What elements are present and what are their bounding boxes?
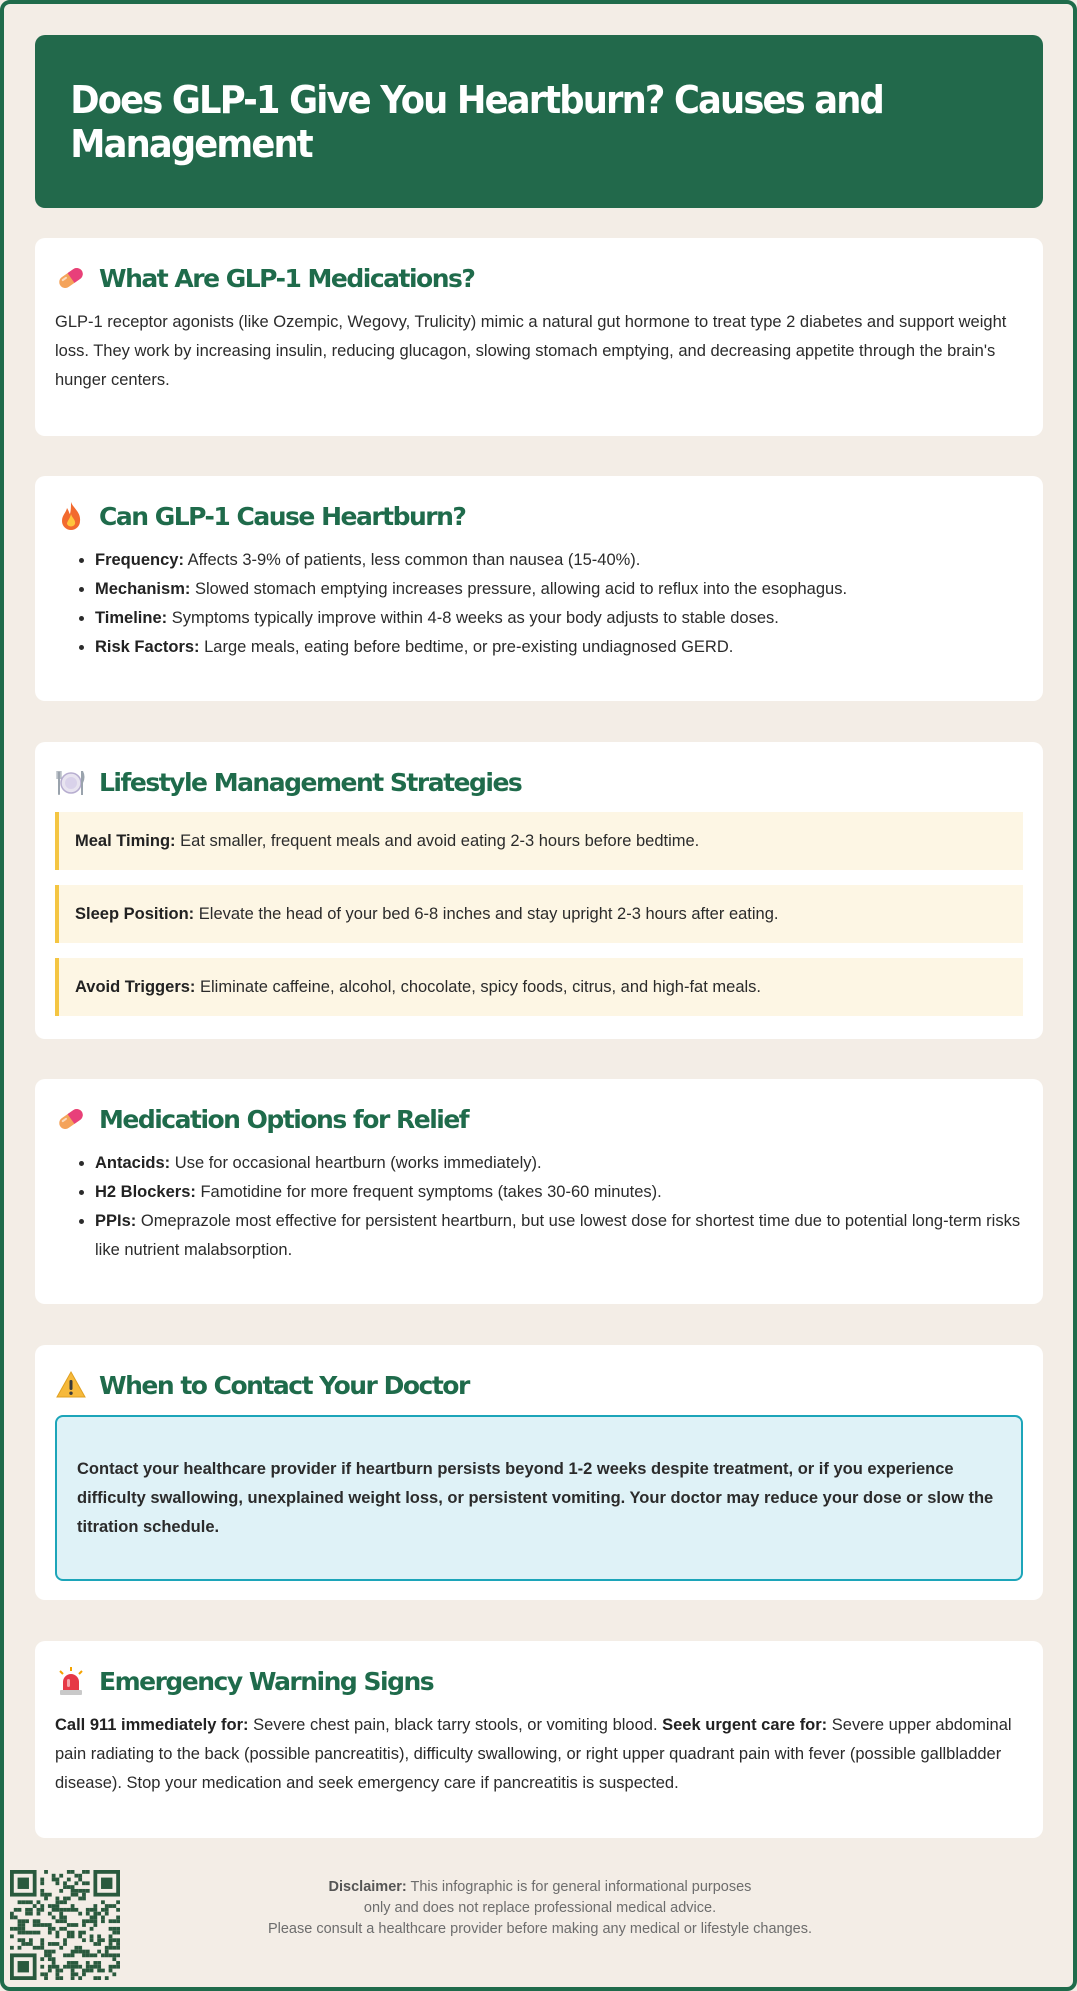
item-label: Frequency: — [95, 551, 184, 569]
callout-text: Contact your healthcare provider if heartburn persists beyond 1-2 weeks despite treatment, or if you experience difficulty swallowing, unexplained weight loss, or persistent vomiting. Your doctor may reduce your dose or slow the titration schedule. — [77, 1459, 994, 1536]
section-header — [55, 258, 1023, 298]
tip-text: Eat smaller, frequent meals and avoid eating 2-3 hours before bedtime. — [175, 831, 700, 850]
section-medication — [35, 1079, 1043, 1304]
qr-code — [10, 1870, 120, 1980]
tip-label: Avoid Triggers: — [75, 977, 196, 996]
section-what — [35, 238, 1043, 436]
section-header — [55, 496, 1023, 536]
section-body: GLP-1 receptor agonists (like Ozempic, Wegovy, Trulicity) mimic a natural gut hormone to treat type 2 diabetes and support weight loss. They work by increasing insulin, reducing glucagon, slowing stomach emptying, and decreasing appetite through the brain's hunger centers. — [55, 313, 1007, 389]
list-item — [95, 1178, 1023, 1207]
tip-label: Meal Timing: — [75, 831, 176, 850]
item-label: Risk Factors: — [95, 638, 200, 656]
section-title: Emergency Warning Signs — [99, 1666, 434, 1696]
tip-sleep-position — [55, 885, 1023, 943]
call-911-label: Call 911 immediately for: — [55, 1716, 249, 1734]
pill-icon — [55, 1103, 87, 1135]
disclaimer-line: only and does not replace professional medical advice. — [363, 1900, 717, 1916]
disclaimer — [200, 1877, 880, 1940]
disclaimer-line: Please consult a healthcare provider before making any medical or lifestyle changes. — [267, 1921, 813, 1937]
item-text: Omeprazole most effective for persistent heartburn, but use lowest dose for shortest time due to potential long-term risks like nutrient malabsorption. — [95, 1212, 1021, 1259]
section-header — [55, 1365, 1023, 1405]
section-lifestyle — [35, 742, 1043, 1039]
pill-icon — [55, 262, 87, 294]
disclaimer-line: This infographic is for general informational purposes — [406, 1879, 752, 1895]
plate-cutlery-icon — [55, 766, 87, 798]
tip-meal-timing — [55, 812, 1023, 870]
item-label: Timeline: — [95, 609, 168, 627]
tip-label: Sleep Position: — [75, 904, 195, 923]
fire-icon — [55, 500, 87, 532]
section-title: Can GLP-1 Cause Heartburn? — [99, 501, 466, 531]
item-text: Slowed stomach emptying increases pressure, allowing acid to reflux into the esophagus. — [190, 580, 848, 598]
title-banner — [35, 35, 1043, 208]
list-item — [95, 546, 1023, 575]
disclaimer-label: Disclaimer: — [328, 1879, 407, 1895]
list-item — [95, 1207, 1023, 1265]
section-header — [55, 762, 1023, 802]
emergency-text — [55, 1711, 1023, 1798]
tip-text: Elevate the head of your bed 6-8 inches and stay upright 2-3 hours after eating. — [194, 904, 779, 923]
section-title: Lifestyle Management Strategies — [99, 767, 522, 797]
item-label: H2 Blockers: — [95, 1183, 196, 1201]
section-header — [55, 1099, 1023, 1139]
item-label: Mechanism: — [95, 580, 191, 598]
section-doctor — [35, 1345, 1043, 1600]
urgent-care-label: Seek urgent care for: — [662, 1716, 828, 1734]
tip-avoid-triggers — [55, 958, 1023, 1016]
item-label: Antacids: — [95, 1154, 171, 1172]
contact-doctor-callout — [55, 1415, 1023, 1581]
item-text: Large meals, eating before bedtime, or pre-existing undiagnosed GERD. — [199, 638, 734, 656]
siren-icon — [55, 1665, 87, 1697]
medication-list — [55, 1149, 1023, 1265]
section-title: Medication Options for Relief — [99, 1104, 469, 1134]
tip-text: Eliminate caffeine, alcohol, chocolate, spicy foods, citrus, and high-fat meals. — [195, 977, 761, 996]
section-header — [55, 1661, 1023, 1701]
item-text: Affects 3-9% of patients, less common than nausea (15-40%). — [183, 551, 641, 569]
item-label: PPIs: — [95, 1212, 137, 1230]
item-text: Famotidine for more frequent symptoms (takes 30-60 minutes). — [195, 1183, 662, 1201]
list-item — [95, 633, 1023, 662]
list-item — [95, 1149, 1023, 1178]
section-cause — [35, 476, 1043, 701]
section-title: What Are GLP-1 Medications? — [99, 263, 475, 293]
page-title: Does GLP-1 Give You Heartburn? Causes and Management — [70, 77, 883, 166]
heartburn-facts-list — [55, 546, 1023, 662]
list-item — [95, 575, 1023, 604]
call-911-text: Severe chest pain, black tarry stools, or vomiting blood. — [248, 1716, 663, 1734]
list-item — [95, 604, 1023, 633]
section-title: When to Contact Your Doctor — [99, 1370, 469, 1400]
warning-icon — [55, 1369, 87, 1401]
section-emergency — [35, 1641, 1043, 1838]
item-text: Symptoms typically improve within 4-8 weeks as your body adjusts to stable doses. — [167, 609, 779, 627]
urgent-care-text: Severe upper abdominal pain radiating to the back (possible pancreatitis), difficulty swallowing, or right upper quadrant pain with fever (possible gallbladder disease). Stop your medication and seek emergency care if pancreatitis is suspected. — [55, 1716, 1012, 1792]
item-text: Use for occasional heartburn (works immediately). — [170, 1154, 542, 1172]
